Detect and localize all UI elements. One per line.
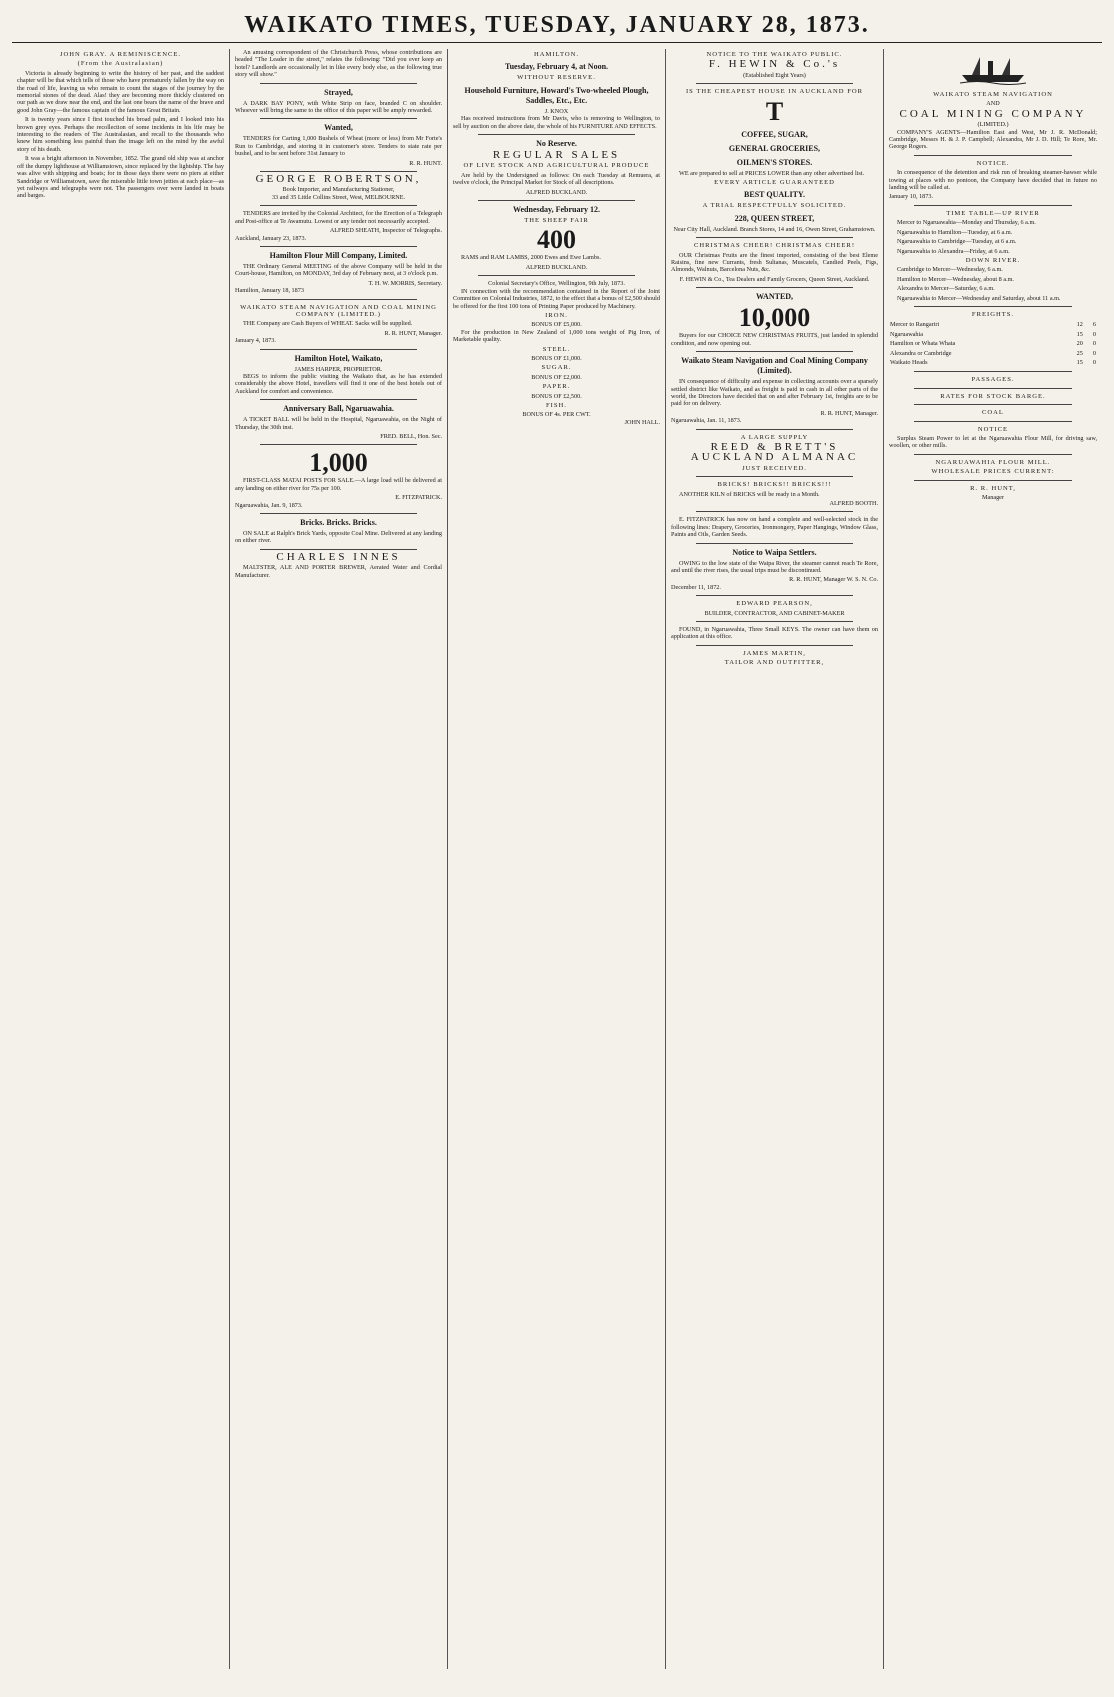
ad-heading: Wanted, <box>324 123 353 133</box>
ad-subheading: A LARGE SUPPLY <box>740 433 809 441</box>
article-paragraph: Victoria is already beginning to write the history of her past, and the saddest chapter will be that which tells of those who have prematurely fallen by the way on the road of life, leaving us who remain to count the stages of the journey by the memorial stones of the dead. Alas! they are becoming more thickly clustered on our path as we draw near the end, and the last one bears the name of the brave and good John Gray—the famous captain of the famous Great Britain. <box>17 69 224 114</box>
ad-subheading: IS THE CHEAPEST HOUSE IN AUCKLAND FOR <box>685 88 864 96</box>
divider <box>696 351 853 352</box>
divider <box>914 388 1072 389</box>
ad-text: THE Ordinary General MEETING of the above Company will be held in the Court-house, Hamilton, on MONDAY, 3rd day of February next, at 3 o'clock p.m. <box>235 262 442 278</box>
bonus-heading: FISH. <box>546 401 567 409</box>
ad-heading: CHRISTMAS CHEER! CHRISTMAS CHEER! <box>693 242 856 250</box>
divider <box>260 349 417 350</box>
table-row: Alexandra or Cambridge 25 0 <box>890 349 1096 357</box>
ad-date: Hamilton, January 18, 1873 <box>235 287 304 295</box>
column-2 <box>230 49 448 1669</box>
ad-signature: ALFRED SHEATH, Inspector of Telegraphs. <box>329 227 442 235</box>
bonus-amount: BONUS OF £2,500. <box>531 392 582 400</box>
ad-date: January 4, 1873. <box>235 337 276 345</box>
ad-subheading: BUILDER, CONTRACTOR, AND CABINET-MAKER <box>704 609 845 617</box>
timetable-row: Hamilton to Mercer—Wednesday, about 8 a.m. <box>897 275 1014 283</box>
ad-subheading: WITHOUT RESERVE. <box>517 74 596 82</box>
ad-heading: EDWARD PEARSON, <box>736 600 813 608</box>
ad-subheading: JUST RECEIVED. <box>742 464 807 472</box>
divider <box>260 513 417 514</box>
bonus-amount: BONUS OF £5,000. <box>531 321 582 329</box>
ad-heading: WANTED, <box>755 292 794 302</box>
ad-text: COMPANY'S AGENTS—Hamilton East and West, Mr J. R. McDonald; Cambridge, Messrs H. & J. P. Campbell; Alexandra, Mr J. D. Hill; Te Rore, Mr. George Rogers. <box>889 128 1097 151</box>
ad-subheading: AND <box>986 100 1000 108</box>
article-paragraph: An amusing correspondent of the Christchurch Press, whose contributions are headed "The Leader in the street," relates the following: "Did you ever keep an hotel? Landlords are occasionally let in like every body else, as the following true story will show." <box>235 49 442 79</box>
timetable-row: Alexandra to Mercer—Saturday, 6 a.m. <box>897 285 995 293</box>
ad-signature: R. R. HUNT, <box>970 484 1016 492</box>
ad-text: E. FITZPATRICK has now on hand a complete and well-selected stock in the following lines: Drapery, Groceries, Ironmongery, Paper Hangings, Window Glass, Paints and Oils, Garden Seeds. <box>671 516 878 539</box>
ad-text: OWING to the low state of the Waipa River, the steamer cannot reach Te Rore, and until the river rises, the usual trips must be discontinued. <box>671 559 878 574</box>
ad-signature: ALFRED BUCKLAND. <box>525 263 588 271</box>
column-3 <box>448 49 666 1669</box>
freights-table <box>889 320 1097 367</box>
ad-heading: JAMES MARTIN, <box>743 649 806 657</box>
divider <box>914 155 1072 156</box>
ad-subheading: THE SHEEP FAIR <box>524 217 589 225</box>
divider <box>260 205 417 206</box>
ad-date: January 10, 1873. <box>889 193 933 201</box>
column-4 <box>666 49 884 1669</box>
ad-heading: OILMEN'S STORES. <box>736 157 813 167</box>
ad-text: A DARK BAY PONY, with White Strip on face, branded C on shoulder. Whoever will bring the same to the office of this paper will be amply rewarded. <box>235 99 442 115</box>
ad-heading: Anniversary Ball, Ngaruawahia. <box>283 404 394 414</box>
ad-signature: ALFRED BUCKLAND. <box>525 188 588 196</box>
divider <box>914 480 1072 481</box>
ad-heading: Notice to Waipa Settlers. <box>732 547 817 557</box>
ad-signature: R. R. HUNT, Manager W. S. N. Co. <box>789 576 878 584</box>
divider <box>696 476 853 477</box>
ad-signature: JOHN HALL. <box>624 418 660 426</box>
ad-text: Buyers for our CHOICE NEW CHRISTMAS FRUITS, just landed in splendid condition, and now opening out. <box>671 332 878 347</box>
table-row: Ngaruawahia 15 0 <box>890 330 1096 338</box>
ad-text: TENDERS for Carting 1,000 Bushels of Wheat (more or less) from Mr Forte's Run to Cambridge, and storing it in customer's store. Tenders to state rate per bushel, and to be sent before 31st January to <box>235 135 442 158</box>
ad-text: IN consequence of difficulty and expense in collecting accounts over a sparsely settled district like Waikato, and as freight is paid in cash in all other parts of the world, the Directors have decided that on and after February 1st, freights are to be paid for on delivery. <box>671 378 878 408</box>
ad-signature: FRED. BELL, Hon. Sec. <box>380 433 442 440</box>
masthead-rule <box>12 42 1102 43</box>
ad-text: THE Company are Cash Buyers of WHEAT. Sacks will be supplied. <box>243 320 413 328</box>
ad-heading: REED & BRETT'S <box>710 440 839 453</box>
ad-heading: Household Furniture, Howard's Two-wheeled Plough, Saddles, Etc., Etc. <box>464 85 649 105</box>
ad-text: BEGS to inform the public visiting the Waikato that, as he has extended considerably the above Hotel, travellers will find it one of the best hotels out of Auckland for comfort and convenience. <box>235 372 442 395</box>
ad-text: IN connection with the recommendation contained in the Report of the Joint Committee on Colonial Industries, 1872, to the effect that a bonus of £2,500 should be offered for the first 100 tons of Printing Paper produced by Machinery. <box>453 287 660 310</box>
ad-signature: ALFRED BOOTH. <box>829 499 878 507</box>
column-1 <box>12 49 230 1669</box>
divider <box>478 134 635 135</box>
bonus-amount: BONUS OF £2,000. <box>531 373 582 381</box>
ad-signature: T. H. W. MORRIS, Secretary. <box>368 279 442 287</box>
ad-text: In consequence of the detention and risk run of breaking steamer-hawser while towing at places with no pontoon, the Company have decided that in future no landing will be called at. <box>889 169 1097 192</box>
ad-heading: COFFEE, SUGAR, <box>741 129 808 139</box>
ad-text: ANOTHER KILN of BRICKS will be ready in a Month. <box>679 490 820 498</box>
ad-subheading: JAMES HARPER, PROPRIETOR. <box>294 365 383 373</box>
timetable-row: Ngaruawahia to Hamilton—Tuesday, at 6 a.m. <box>897 228 1013 236</box>
ad-big-number: 1,000 <box>309 448 368 478</box>
divider <box>914 306 1072 307</box>
timetable-row: Ngaruawahia to Cambridge—Tuesday, at 6 a.m. <box>897 238 1017 246</box>
bonus-amount: BONUS OF £1,000. <box>531 354 582 362</box>
divider <box>696 429 853 430</box>
timetable-row: Mercer to Ngaruawahia—Monday and Thursday, 6 a.m. <box>897 219 1036 227</box>
divider <box>260 444 417 445</box>
ad-signature: R. R. HUNT, Manager. <box>820 409 878 417</box>
bonus-heading: IRON. <box>545 311 568 319</box>
divider <box>260 246 417 247</box>
ad-date: Ngaruawahia, Jan. 9, 1873. <box>235 501 303 509</box>
prices-heading: WHOLESALE PRICES CURRENT: <box>931 468 1055 476</box>
ad-text: FIRST-CLASS MATAI POSTS FOR SALE.—A large load will be delivered at any landing on either river for 75s per 100. <box>235 477 442 492</box>
ad-text: Has received instructions from Mr Davis, who is removing to Wellington, to sell by auction on the above date, the whole of his FURNITURE AND EFFECTS. <box>453 115 660 130</box>
bonus-heading: SUGAR. <box>541 364 572 372</box>
ad-big-number: 400 <box>537 225 576 255</box>
article-paragraph: It was a bright afternoon in November, 1852. The grand old ship was at anchor off the dumpy lighthouse at Williamstown, since replaced by the lightship. The bay was alive with shipping and boats; for in those days there were no piers at either Sandridge or Williamstown, save the miserable little town jetties at each place—as yet railways and telegraphs were not. The passengers over were landed in boats and barges. <box>17 155 224 200</box>
timetable-row: Ngaruawahia to Alexandra—Friday, at 6 a.m. <box>897 247 1010 255</box>
article-heading: JOHN GRAY. A REMINISCENCE. <box>59 51 182 58</box>
ad-big-letter: T <box>765 96 784 126</box>
rates-heading: RATES FOR STOCK BARGE. <box>940 392 1046 400</box>
article-paragraph: It is twenty years since I first touched his broad palm, and I looked into his brown grey eyes. Perhaps the recollection of some incidents in his life may be interesting to the readers of The Australasian, and recall to the thousands who knew him something less painful than the image left on the mind by the awful story of his death. <box>17 116 224 153</box>
timetable-row: Cambridge to Mercer—Wednesday, 6 a.m. <box>897 266 1003 274</box>
ad-heading: GEORGE ROBERTSON, <box>255 173 422 186</box>
ad-date-heading: Wednesday, February 12. <box>512 205 601 215</box>
ad-subheading: EVERY ARTICLE GUARANTEED <box>714 179 835 187</box>
coal-heading: COAL <box>982 409 1004 417</box>
ad-address: Near City Hall, Auckland. Branch Stores, 14 and 16, Owen Street, Grahamstown. <box>673 225 876 233</box>
divider <box>696 511 853 512</box>
ad-signature: F. HEWIN & Co., Tea Dealers and Family Grocers, Queen Street, Auckland. <box>679 275 870 283</box>
ad-text: Are held by the Undersigned as follows: On each Tuesday at Remuera, at twelve o'clock, the Principal Market for Stock of all descriptions. <box>453 171 660 187</box>
ad-text: FOUND, in Ngaruawahia, Three Small KEYS. The owner can have them on application at this office. <box>671 626 878 641</box>
bonus-heading: STEEL. <box>542 345 571 353</box>
column-5 <box>884 49 1102 1669</box>
timetable-heading: DOWN RIVER. <box>965 256 1021 264</box>
ad-date: Ngaruawahia, Jan. 11, 1873. <box>671 417 742 425</box>
ad-big-number: 10,000 <box>738 303 811 333</box>
divider <box>260 549 417 550</box>
ad-heading: Strayed, <box>324 87 353 97</box>
divider <box>260 118 417 119</box>
ad-text: Surplus Steam Power to let at the Ngaruawahia Flour Mill, for driving saw, woollen, or other mills. <box>889 435 1097 450</box>
ad-heading: REGULAR SALES <box>492 149 621 162</box>
ad-heading: Hamilton Hotel, Waikato, <box>294 353 383 363</box>
ad-subheading: TAILOR AND OUTFITTER, <box>724 659 825 667</box>
divider <box>478 275 635 276</box>
article-source: (From the Australasian) <box>77 60 164 68</box>
columns <box>12 49 1102 1669</box>
ad-subheading: A TRIAL RESPECTFULLY SOLICITED. <box>702 202 847 210</box>
ad-text: WE are prepared to sell at PRICES LOWER than any other advertised list. <box>679 169 865 177</box>
ad-date: Auckland, January 23, 1873. <box>235 234 307 242</box>
divider <box>696 287 853 288</box>
ad-heading: CHARLES INNES <box>276 550 401 563</box>
ad-date: December 11, 1872. <box>671 583 721 591</box>
ad-heading: No Reserve. <box>536 139 577 149</box>
ad-heading: WAIKATO STEAM NAVIGATION AND COAL MINING COMPANY (LIMITED.) <box>240 303 437 318</box>
ad-heading: Hamilton Flour Mill Company, Limited. <box>269 250 408 260</box>
ad-office: Colonial Secretary's Office, Wellington, 9th July, 1873. <box>488 280 625 288</box>
ad-heading: BRICKS! BRICKS!! BRICKS!!! <box>717 481 832 489</box>
ad-signature: R. R. HUNT. <box>409 159 442 167</box>
ad-text: For the production in New Zealand of 1,000 tons weight of Pig Iron, of Marketable quality. <box>453 328 660 344</box>
ad-heading: WAIKATO STEAM NAVIGATION <box>933 91 1053 98</box>
divider <box>696 83 853 84</box>
ad-text: RAMS and RAM LAMBS, 2000 Ewes and Ewe Lambs. <box>461 254 601 262</box>
timetable-heading: TIME TABLE—UP RIVER <box>946 209 1040 217</box>
divider <box>914 404 1072 405</box>
ad-auctioneer: J. KNOX <box>544 107 569 115</box>
ad-text: A TICKET BALL will be held in the Hospital, Ngaruawahia, on the Night of Thursday, the 30th inst. <box>235 416 442 431</box>
ad-heading: Waikato Steam Navigation and Coal Mining Company (Limited). <box>681 356 868 376</box>
ad-signature: E. FITZPATRICK. <box>395 494 442 502</box>
steamship-icon <box>958 53 1028 85</box>
notice-heading: NOTICE <box>977 425 1009 433</box>
ad-heading: GENERAL GROCERIES, <box>728 143 821 153</box>
table-row: Mercer to Rangariri 12 6 <box>890 321 1096 329</box>
divider <box>696 645 853 646</box>
ad-signature: R. R. HUNT, Manager. <box>384 329 442 337</box>
bonus-amount: BONUS OF 4s. PER CWT. <box>522 411 591 419</box>
mill-heading: NGARUAWAHIA FLOUR MILL. <box>935 458 1051 466</box>
passages-heading: PASSAGES. <box>971 376 1015 384</box>
newspaper-page <box>12 10 1102 1675</box>
ad-text: OUR Christmas Fruits are the finest imported, consisting of the best Eleme Raisins, fine new Currants, fresh Sultanas, Muscatels, Candied Peels, Figs, Almonds, Walnuts, Barcelona Nuts, &c. <box>671 251 878 274</box>
divider <box>914 454 1072 455</box>
divider <box>696 237 853 238</box>
ad-text: TENDERS are invited by the Colonial Architect, for the Erection of a Telegraph and Post-office at Te Awamutu. Lowest or any tender not necessarily accepted. <box>235 210 442 225</box>
divider <box>478 200 635 201</box>
ad-text: MALTSTER, ALE AND PORTER BREWER, Aerated Water and Cordial Manufacturer. <box>235 564 442 579</box>
divider <box>914 205 1072 206</box>
ad-heading: BEST QUALITY. <box>744 190 805 200</box>
ad-heading: NOTICE. <box>976 159 1010 167</box>
masthead-title: WAIKATO TIMES, TUESDAY, JANUARY 28, 1873. <box>244 12 870 38</box>
divider <box>260 399 417 400</box>
table-row: Hamilton or Whata Whata 20 0 <box>890 340 1096 348</box>
bonus-heading: PAPER. <box>542 383 571 391</box>
ad-subheading: OF LIVE STOCK AND AGRICULTURAL PRODUCE <box>463 162 650 170</box>
ad-heading: F. HEWIN & Co.'s <box>708 58 841 71</box>
table-row: Waikato Heads 15 0 <box>890 358 1096 366</box>
divider <box>696 621 853 622</box>
ad-heading: COAL MINING COMPANY <box>899 107 1087 120</box>
ad-heading: NOTICE TO THE WAIKATO PUBLIC. <box>706 51 843 58</box>
divider <box>260 171 417 172</box>
divider <box>260 83 417 84</box>
ad-address: 33 and 35 Little Collins Street, West, MELBOURNE. <box>271 193 406 201</box>
divider <box>914 371 1072 372</box>
divider <box>260 299 417 300</box>
divider <box>696 595 853 596</box>
divider <box>914 421 1072 422</box>
freights-heading: FREIGHTS. <box>971 310 1015 318</box>
timetable-row: Ngaruawahia to Mercer—Wednesday and Saturday, about 11 a.m. <box>897 294 1061 302</box>
ad-text: ON SALE at Ralph's Brick Yards, opposite Coal Mine. Delivered at any landing on either river. <box>235 530 442 545</box>
ad-subheading: Book Importer, and Manufacturing Stationer, <box>282 186 395 194</box>
ad-signature-title: Manager <box>982 494 1004 502</box>
ad-heading: 228, QUEEN STREET, <box>734 213 815 223</box>
divider <box>696 543 853 544</box>
ad-subheading: (LIMITED.) <box>977 121 1009 129</box>
ad-heading: Bricks. Bricks. Bricks. <box>300 518 377 528</box>
ad-heading: AUCKLAND ALMANAC <box>690 451 859 464</box>
ad-heading: HAMILTON. <box>533 51 580 58</box>
ad-date-heading: Tuesday, February 4, at Noon. <box>504 62 609 72</box>
ad-subheading: (Established Eight Years) <box>743 71 806 79</box>
